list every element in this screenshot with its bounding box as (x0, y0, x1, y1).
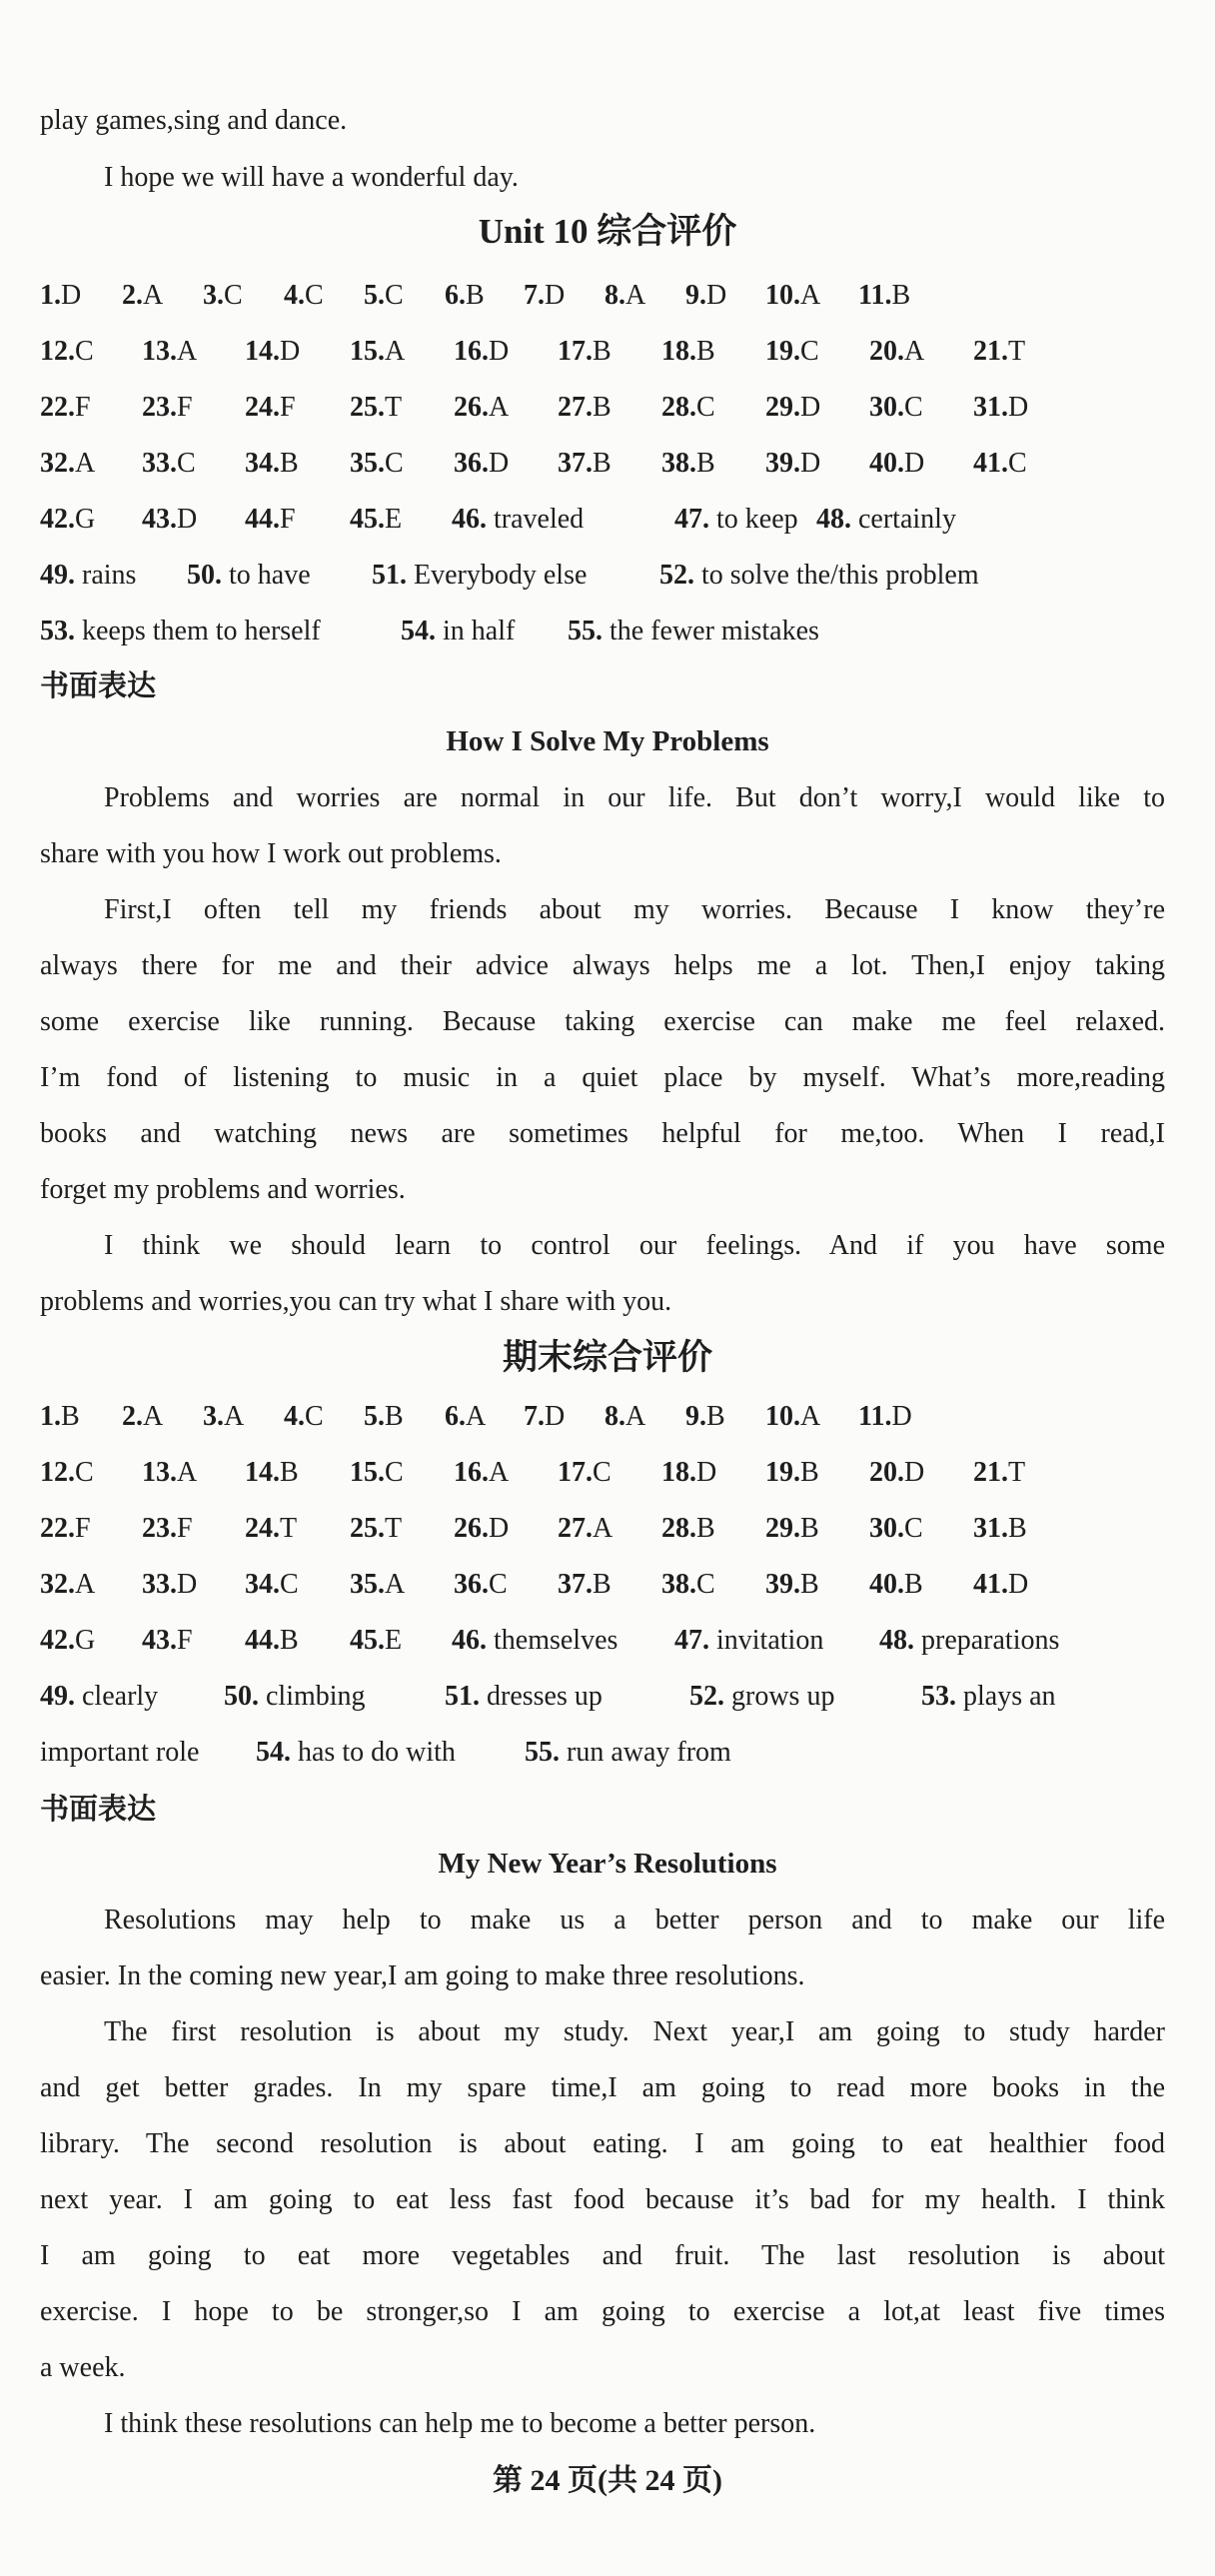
answer-item: 46. themselves (452, 1625, 618, 1656)
answer-item: 22.F (40, 1513, 91, 1544)
answer-item: 29.D (765, 392, 821, 423)
answer-item: 12.C (40, 336, 94, 367)
answer-row (40, 1680, 1165, 1714)
answer-row (40, 1624, 1165, 1658)
answer-item: 33.C (142, 448, 196, 479)
answer-item: 11.D (858, 1401, 912, 1432)
answer-item: 7.D (524, 1401, 566, 1432)
answer-item: 18.B (661, 336, 715, 367)
answer-row (40, 615, 1165, 648)
answer-row (40, 447, 1165, 481)
answer-row (40, 1568, 1165, 1602)
answer-item: 10.A (765, 280, 821, 311)
answer-item: 52. to solve the/this problem (659, 560, 979, 591)
essay-line: some exercise like running. Because taking exercise can make me feel relaxed. (40, 1006, 1165, 1037)
answer-item: 21.T (973, 336, 1026, 367)
answer-item: 26.A (454, 392, 510, 423)
answer-item: 5.C (364, 280, 404, 311)
answer-row (40, 503, 1165, 537)
essay-line: books and watching news are sometimes helpful for me,too. When I read,I (40, 1118, 1165, 1149)
answer-item: 4.C (284, 1401, 324, 1432)
answer-item: 13.A (142, 1457, 198, 1488)
answer-item: 55. the fewer mistakes (568, 616, 819, 646)
answer-item: 44.F (245, 504, 296, 535)
answer-item: 32.A (40, 448, 96, 479)
answer-item: 46. traveled (452, 504, 585, 535)
answer-row (40, 279, 1165, 313)
answer-item: 9.D (685, 280, 727, 311)
answer-item: 49. rains (40, 560, 137, 591)
essay-line: exercise. I hope to be stronger,so I am going to exercise a lot,at least five times (40, 2296, 1165, 2327)
answer-item: 26.D (454, 1513, 510, 1544)
essay-line: a week. (40, 2352, 126, 2383)
answer-item: 55. run away from (525, 1737, 731, 1768)
answer-item: 8.A (605, 280, 646, 311)
answer-row (40, 1736, 1165, 1770)
answer-item: 49. clearly (40, 1681, 159, 1712)
answer-item: 50. to have (187, 560, 311, 591)
essay-line: The first resolution is about my study. Next year,I am going to study harder (104, 2016, 1165, 2047)
answer-item: 40.B (869, 1569, 923, 1600)
answer-item: 36.D (454, 448, 510, 479)
answer-item: 53. plays an (921, 1681, 1056, 1712)
essay-line: I think these resolutions can help me to become a better person. (104, 2408, 816, 2439)
answer-item: 51. Everybody else (372, 560, 588, 591)
section-title: Unit 10 综合评价 (478, 212, 737, 251)
answer-item: 14.B (245, 1457, 299, 1488)
answer-item: 41.D (973, 1569, 1029, 1600)
answer-item: 48. preparations (879, 1625, 1060, 1656)
essay-line: Problems and worries are normal in our life. But don’t worry,I would like to (104, 782, 1165, 813)
answer-item: 27.A (558, 1513, 613, 1544)
answer-item: 12.C (40, 1457, 94, 1488)
answer-item: 16.A (454, 1457, 510, 1488)
answer-item: 6.A (445, 1401, 487, 1432)
answer-row (40, 335, 1165, 369)
essay-line: I am going to eat more vegetables and fruit. The last resolution is about (40, 2240, 1165, 2271)
essay-line: I think we should learn to control our feelings. And if you have some (104, 1230, 1165, 1261)
answer-row (40, 559, 1165, 593)
answer-item: 20.A (869, 336, 925, 367)
answer-item: 51. dresses up (445, 1681, 603, 1712)
answer-item: 23.F (142, 392, 193, 423)
answer-item: 32.A (40, 1569, 96, 1600)
essay-line: easier. In the coming new year,I am going to make three resolutions. (40, 1960, 805, 1991)
answer-item: 41.C (973, 448, 1027, 479)
answer-item: 15.C (350, 1457, 404, 1488)
answer-item: 9.B (685, 1401, 725, 1432)
answer-item: 42.G (40, 504, 96, 535)
answer-item: 28.B (661, 1513, 715, 1544)
answer-item: 28.C (661, 392, 715, 423)
answer-row (40, 391, 1165, 425)
answer-item: 50. climbing (224, 1681, 366, 1712)
answer-item: 6.B (445, 280, 485, 311)
answer-item: 2.A (122, 280, 164, 311)
essay-line: problems and worries,you can try what I share with you. (40, 1286, 672, 1317)
answer-item: 15.A (350, 336, 406, 367)
answer-item: important role (40, 1737, 200, 1768)
answer-item: 37.B (558, 448, 611, 479)
answer-item: 17.C (558, 1457, 611, 1488)
answer-item: 23.F (142, 1513, 193, 1544)
essay-line: forget my problems and worries. (40, 1174, 406, 1205)
essay-line: Resolutions may help to make us a better person and to make our life (104, 1905, 1165, 1935)
answer-item: 35.C (350, 448, 404, 479)
answer-item: 20.D (869, 1457, 925, 1488)
essay-line: next year. I am going to eat less fast food because it’s bad for my health. I think (40, 2184, 1165, 2215)
writing-label: 书面表达 (40, 668, 157, 702)
essay-line: always there for me and their advice always helps me a lot. Then,I enjoy taking (40, 950, 1165, 981)
answer-item: 48. certainly (816, 504, 956, 535)
answer-item: 19.C (765, 336, 819, 367)
answer-item: 1.B (40, 1401, 80, 1432)
answer-item: 45.E (350, 1625, 403, 1656)
answer-item: 30.C (869, 1513, 923, 1544)
essay-title: My New Year’s Resolutions (438, 1848, 777, 1880)
answer-item: 35.A (350, 1569, 406, 1600)
essay-title: How I Solve My Problems (446, 725, 769, 757)
answer-item: 13.A (142, 336, 198, 367)
answer-item: 29.B (765, 1513, 819, 1544)
answer-item: 14.D (245, 336, 301, 367)
answer-item: 54. in half (401, 616, 516, 646)
essay-line: I’m fond of listening to music in a quiet place by myself. What’s more,reading (40, 1062, 1165, 1093)
answer-item: 24.F (245, 392, 296, 423)
answer-item: 43.D (142, 504, 198, 535)
answer-item: 43.F (142, 1625, 193, 1656)
writing-label: 书面表达 (40, 1792, 157, 1826)
answer-item: 47. invitation (674, 1625, 824, 1656)
answer-item: 31.B (973, 1513, 1027, 1544)
answer-item: 25.T (350, 392, 403, 423)
answer-item: 34.B (245, 448, 299, 479)
answer-item: 39.B (765, 1569, 819, 1600)
answer-item: 18.D (661, 1457, 717, 1488)
answer-item: 25.T (350, 1513, 403, 1544)
answer-item: 45.E (350, 504, 403, 535)
answer-row (40, 1456, 1165, 1490)
answer-item: 11.B (858, 280, 911, 311)
answer-item: 33.D (142, 1569, 198, 1600)
answer-item: 53. keeps them to herself (40, 616, 321, 646)
answer-item: 34.C (245, 1569, 299, 1600)
answer-item: 1.D (40, 280, 82, 311)
answer-item: 5.B (364, 1401, 404, 1432)
text-line: I hope we will have a wonderful day. (104, 162, 519, 193)
answer-item: 47. to keep (674, 504, 798, 535)
answer-item: 3.C (203, 280, 243, 311)
essay-line: library. The second resolution is about eating. I am going to eat healthier food (40, 2128, 1165, 2159)
answer-item: 39.D (765, 448, 821, 479)
answer-item: 22.F (40, 392, 91, 423)
page-number-footer: 第 24 页(共 24 页) (493, 2464, 722, 2497)
answer-item: 52. grows up (689, 1681, 835, 1712)
answer-item: 17.B (558, 336, 611, 367)
essay-line: and get better grades. In my spare time,I am going to read more books in the (40, 2072, 1165, 2103)
answer-item: 40.D (869, 448, 925, 479)
answer-item: 30.C (869, 392, 923, 423)
answer-item: 7.D (524, 280, 566, 311)
section-title: 期末综合评价 (502, 1338, 712, 1377)
answer-item: 44.B (245, 1625, 299, 1656)
answer-item: 2.A (122, 1401, 164, 1432)
answer-row (40, 1400, 1165, 1434)
answer-item: 38.C (661, 1569, 715, 1600)
answer-item: 4.C (284, 280, 324, 311)
essay-line: First,I often tell my friends about my worries. Because I know they’re (104, 894, 1165, 925)
answer-item: 8.A (605, 1401, 646, 1432)
text-line: play games,sing and dance. (40, 105, 348, 136)
answer-item: 3.A (203, 1401, 245, 1432)
answer-item: 21.T (973, 1457, 1026, 1488)
answer-item: 24.T (245, 1513, 298, 1544)
answer-item: 36.C (454, 1569, 508, 1600)
answer-row (40, 1512, 1165, 1546)
answer-item: 27.B (558, 392, 611, 423)
answer-item: 54. has to do with (256, 1737, 456, 1768)
answer-item: 16.D (454, 336, 510, 367)
answer-item: 31.D (973, 392, 1029, 423)
answer-item: 37.B (558, 1569, 611, 1600)
answer-item: 42.G (40, 1625, 96, 1656)
answer-item: 38.B (661, 448, 715, 479)
answer-item: 10.A (765, 1401, 821, 1432)
essay-line: share with you how I work out problems. (40, 838, 502, 869)
answer-item: 19.B (765, 1457, 819, 1488)
